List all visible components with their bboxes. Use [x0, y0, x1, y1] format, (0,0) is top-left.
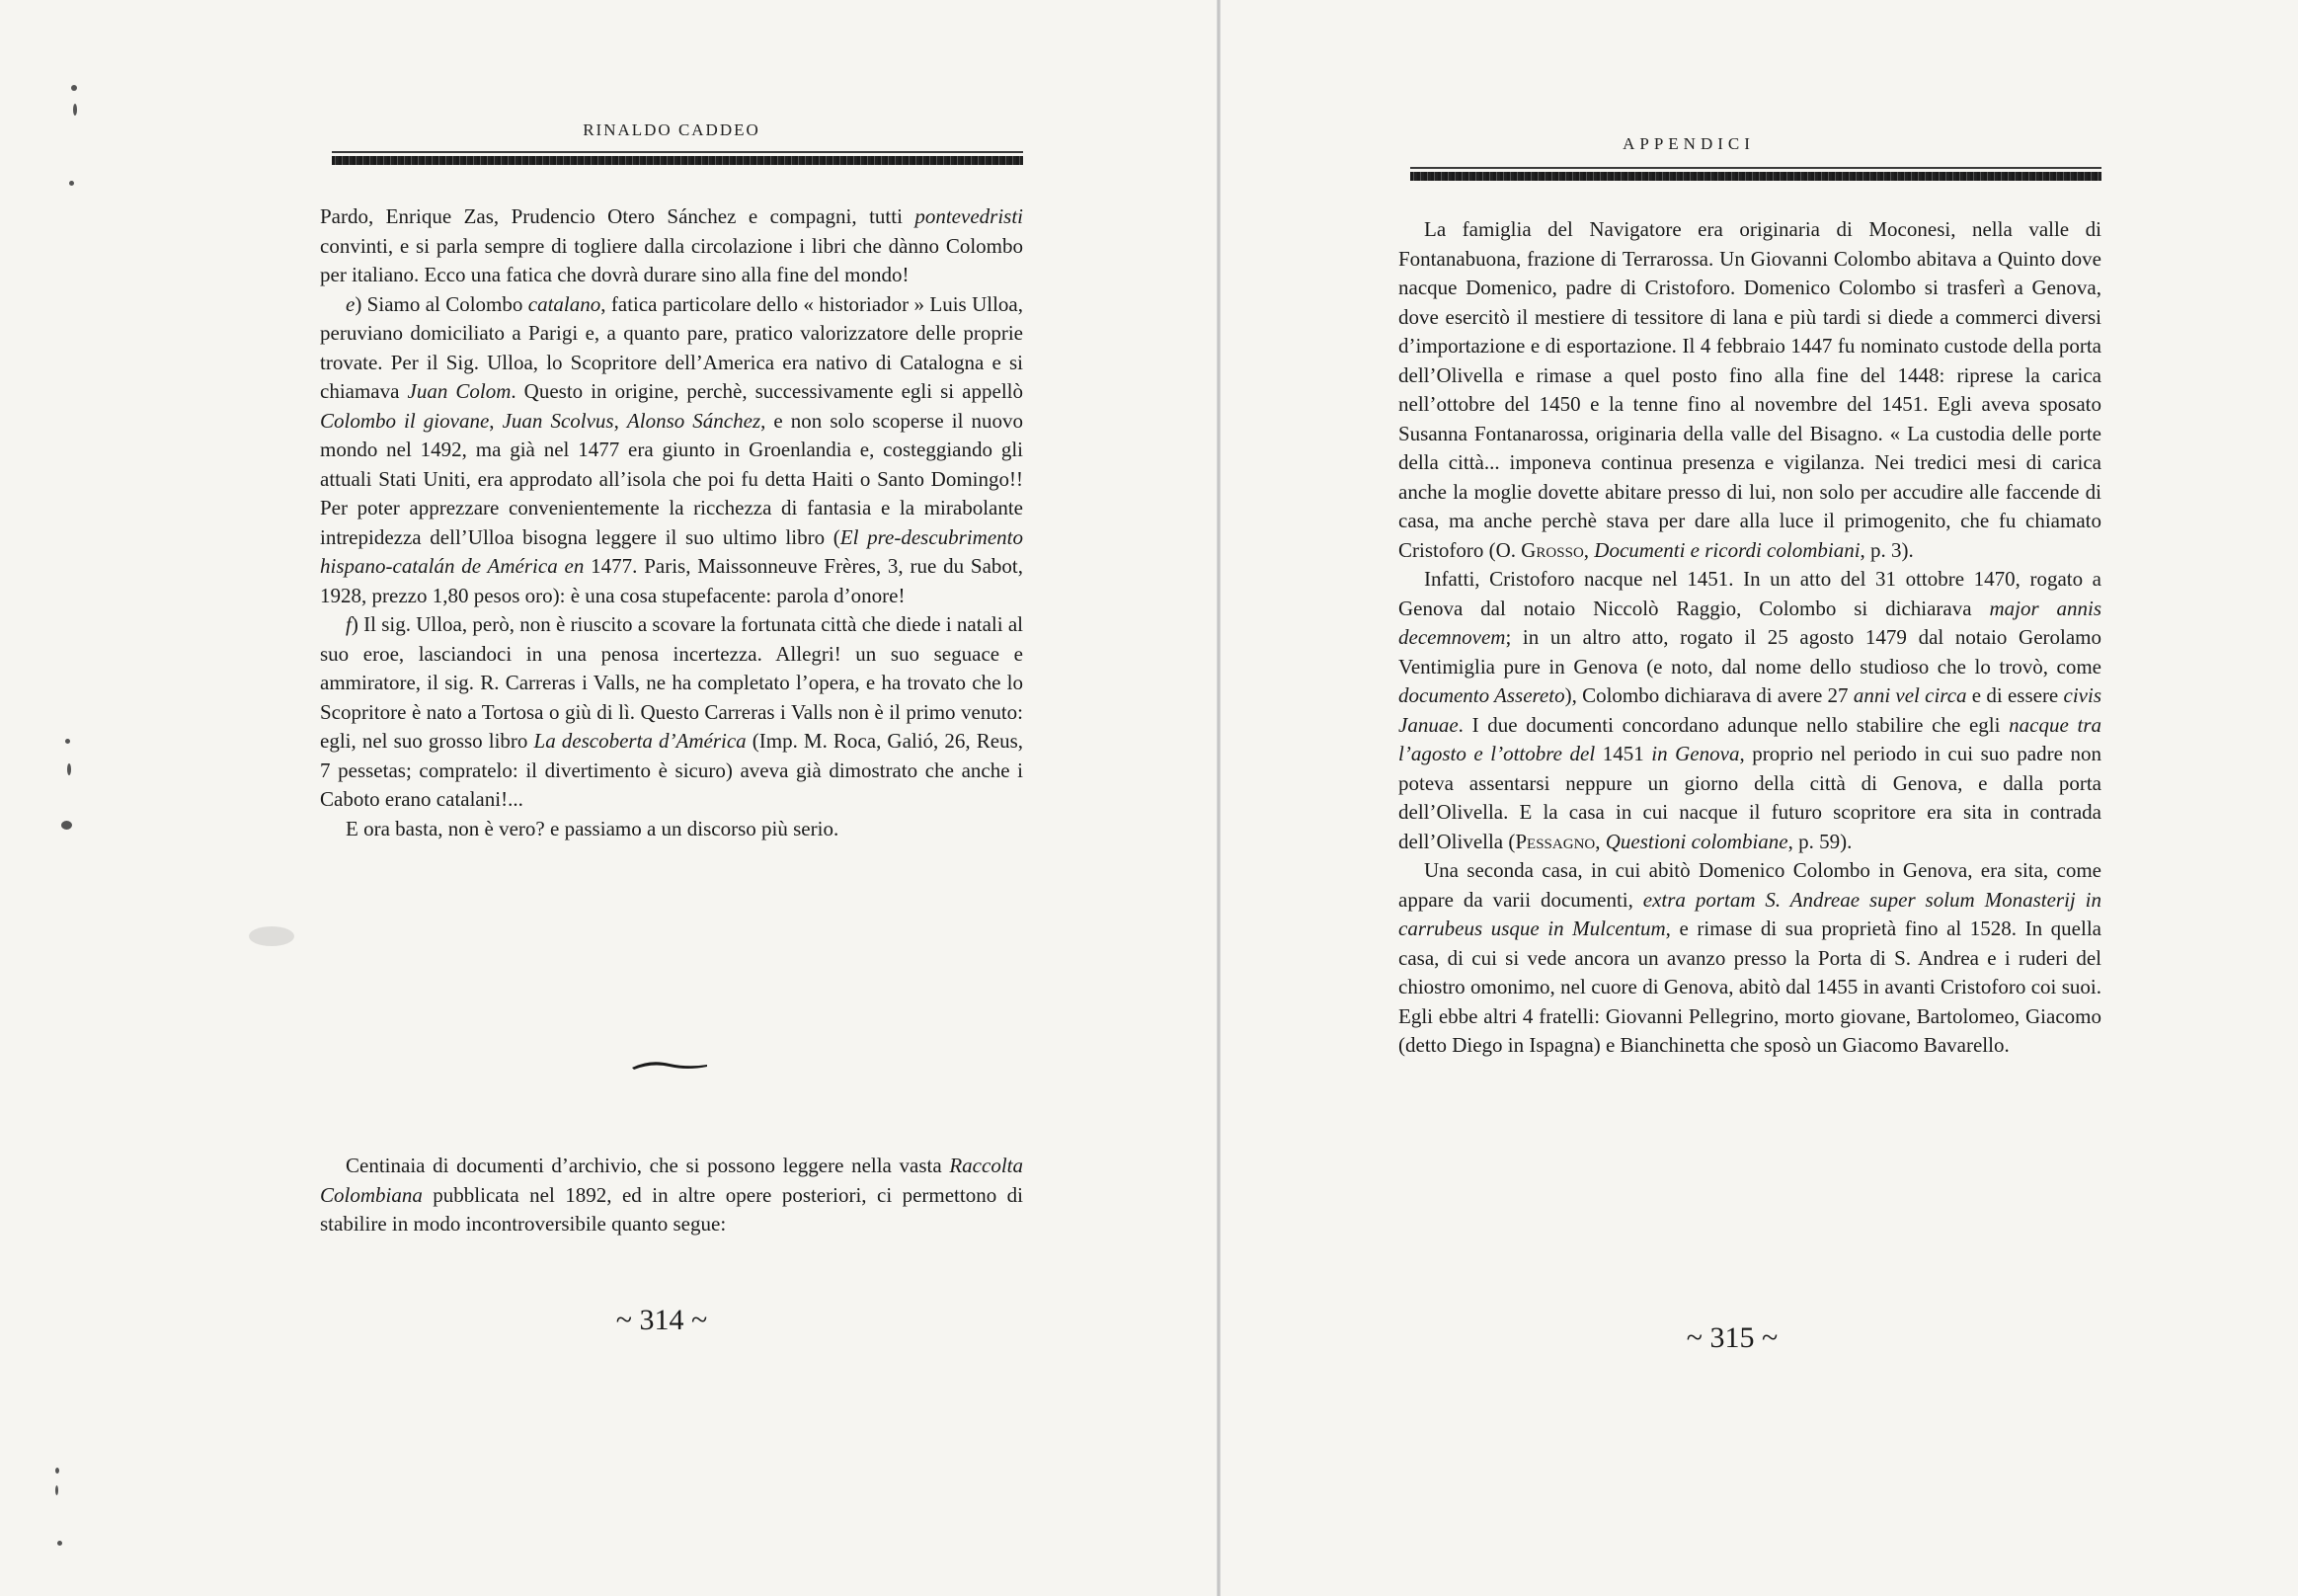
- running-head: APPENDICI: [1623, 134, 1755, 153]
- paragraph: Centinaia di documenti d’archivio, che si possono leggere nella vasta Raccolta Colombiana pubblicata nel 1892, ed in altre opere posteriori, ci permettono di stabilire in modo incontroversibile quanto segue:: [320, 1154, 1023, 1236]
- header-rule: [1410, 172, 2101, 181]
- header-rule: [332, 156, 1023, 165]
- paragraph: Pardo, Enrique Zas, Prudencio Otero Sánchez e compagni, tutti pontevedristi convinti, e si parla sempre di togliere dalla circolazione i libri che dànno Colombo per italiano. Ecco una fatica che dovrà durare sino alla fine del mondo!: [320, 204, 1023, 286]
- body-text-lower: [320, 1152, 1023, 1239]
- paragraph: Una seconda casa, in cui abitò Domenico Colombo in Genova, era sita, come appare da varii documenti, extra portam S. Andreae super solum Monasterij in carrubeus usque in Mulcentum, e rimase di sua proprietà fino al 1528. In quella casa, di cui si vede ancora un avanzo presso la Porta di S. Andrea e i ruderi del chiostro omonimo, nel cuore di Genova, abitò dal 1455 in avanti Cristoforo coi suoi. Egli ebbe altri 4 fratelli: Giovanni Pellegrino, morto giovane, Bartolomeo, Giacomo (detto Diego in Ispagna) e Bianchinetta che sposò un Giacomo Bavarello.: [1398, 858, 2102, 1057]
- page-number: ~ 315 ~: [1686, 1321, 1779, 1354]
- body-text: [1398, 215, 2101, 1061]
- page-number: ~ 314 ~: [615, 1304, 708, 1336]
- section-ornament: [630, 1055, 709, 1078]
- paragraph: f) Il sig. Ulloa, però, non è riuscito a scovare la fortunata città che diede i natali al suo eroe, lasciandoci in una penosa incertezza. Allegri! un suo seguace e ammiratore, il sig. R. Carreras i Valls, ne ha completato l’opera, e ha trovato che lo Scopritore è nato a Tortosa o giù di lì. Questo Carreras i Valls non è il primo venuto: egli, nel suo grosso libro La descoberta d’América (Imp. M. Roca, Galió, 26, Reus, 7 pessetas; compratelo: il divertimento è sicuro) aveva già dimostrato che anche i Caboto erano catalani!...: [320, 612, 1023, 811]
- right-page: [1221, 0, 2298, 1596]
- paragraph: Infatti, Cristoforo nacque nel 1451. In un atto del 31 ottobre 1470, rogato a Genova dal notaio Niccolò Raggio, Colombo si dichiarava major annis decemnovem; in un altro atto, rogato il 25 agosto 1479 dal notaio Gerolamo Ventimiglia pure in Genova (e noto, dal nome dello studioso che lo trovò, come documento Assereto), Colombo dichiarava di avere 27 anni vel circa e di essere civis Januae. I due documenti concordano adunque nello stabilire che egli nacque tra l’agosto e l’ottobre del 1451 in Genova, proprio nel periodo in cui suo padre non poteva assentarsi neppure un giorno della città di Genova, e dalla porta dell’Olivella. E la casa in cui nacque il futuro scopritore era sita in contrada dell’Olivella (Pessagno, Questioni colombiane, p. 59).: [1398, 567, 2102, 853]
- paragraph: e) Siamo al Colombo catalano, fatica particolare dello « historiador » Luis Ulloa, peruviano domiciliato a Parigi e, a quanto pare, pratico valorizzatore delle proprie trovate. Per il Sig. Ulloa, lo Scopritore dell’America era nativo di Catalogna e si chiamava Juan Colom. Questo in origine, perchè, successivamente egli si appellò Colombo il giovane, Juan Scolvus, Alonso Sánchez, e non solo scoperse il nuovo mondo nel 1492, ma già nel 1477 era giunto in Groenlandia e, costeggiando gli attuali Stati Uniti, era approdato all’isola che poi fu detta Haiti o Santo Domingo!! Per poter apprezzare convenientemente la ricchezza di fantasia e la mirabolante intrepidezza dell’Ulloa bisogna leggere il suo ultimo libro (El pre-descubrimento hispano-catalán de América en 1477. Paris, Maissonneuve Frères, 3, rue du Sabot, 1928, prezzo 1,80 pesos oro): è una cosa stupefacente: parola d’onore!: [320, 291, 1023, 607]
- paragraph: E ora basta, non è vero? e passiamo a un discorso più serio.: [346, 816, 839, 840]
- running-head: RINALDO CADDEO: [583, 120, 760, 139]
- paragraph: La famiglia del Navigatore era originaria di Moconesi, nella valle di Fontanabuona, frazione di Terrarossa. Un Giovanni Colombo abitava a Quinto dove nacque Domenico, padre di Cristoforo. Domenico Colombo si trasferì a Genova, dove esercitò il mestiere di tessitore di lana e più tardi si diede a commerci diversi d’importazione e di esportazione. Il 4 febbraio 1447 fu nominato custode della porta dell’Olivella e rimase a quel posto fino alla fine del 1448: riprese la carica nell’ottobre del 1450 e la tenne fino al novembre del 1451. Egli aveva sposato Susanna Fontanarossa, originaria della valle del Bisagno. « La custodia delle porte della città... imponeva continua presenza e vigilanza. Nei tredici mesi di carica anche la moglie dovette abitare presso di lui, non solo per accudire alle faccende di casa, ma anche perchè stava per dare alla luce il primogenito, che fu chiamato Cristoforo (O. Grosso, Documenti e ricordi colombiani, p. 3).: [1398, 217, 2101, 562]
- body-text-upper: [320, 202, 1023, 843]
